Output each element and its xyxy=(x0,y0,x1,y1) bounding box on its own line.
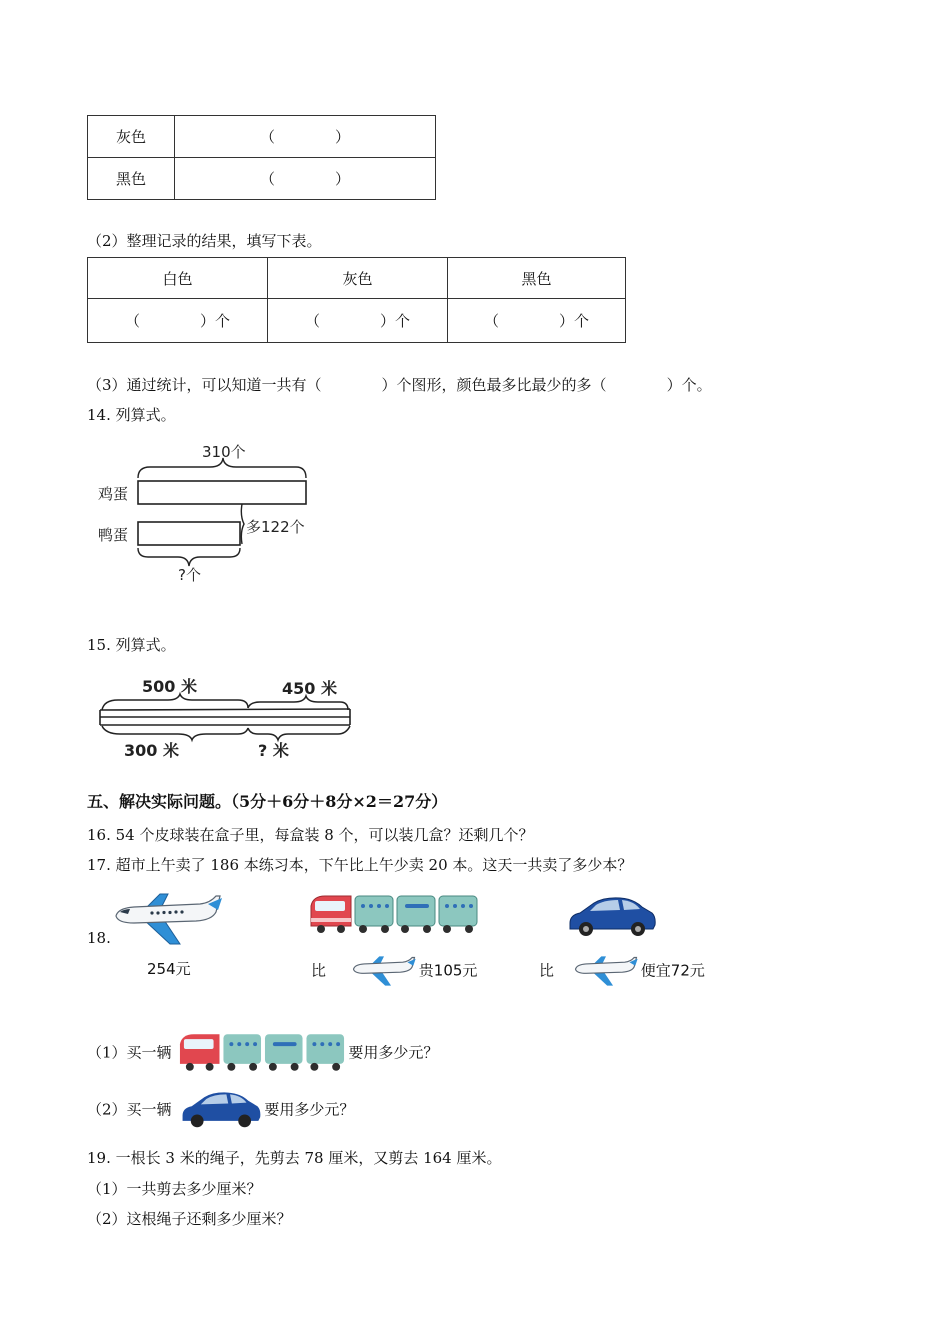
answer-blank[interactable]: （ ） xyxy=(175,158,436,200)
table-row-label: 黑色 xyxy=(88,158,175,200)
duck-egg-label: 鸭蛋 xyxy=(98,526,129,544)
airplane-icon xyxy=(571,954,641,988)
table-header: 黑色 xyxy=(448,258,626,299)
table-header: 灰色 xyxy=(268,258,448,299)
q16-text: 16. 54 个皮球装在盒子里，每盒装 8 个，可以装几盒？还剩几个？ xyxy=(87,826,534,844)
bottom-right-label: ? 米 xyxy=(258,741,289,760)
bottom-brace-right xyxy=(248,726,350,740)
answer-blank[interactable]: （ ）个 xyxy=(448,299,626,343)
chicken-egg-bar xyxy=(138,481,306,504)
train-compare: 比 贵105元 xyxy=(311,954,477,988)
airplane-icon xyxy=(112,890,224,948)
top-brace-left xyxy=(102,694,248,710)
question-label: ?个 xyxy=(178,566,201,584)
q13-2-prompt: （2）整理记录的结果，填写下表。 xyxy=(87,232,322,250)
table-row-label: 灰色 xyxy=(88,116,175,158)
total-label: 310个 xyxy=(202,443,246,461)
q18-sub1: （1）买一辆 要用多少元？ xyxy=(87,1030,438,1074)
distance-line-diagram xyxy=(98,672,358,767)
q18-sub2: （2）买一辆 要用多少元？ xyxy=(87,1088,354,1130)
q19-sub1: （1）一共剪去多少厘米？ xyxy=(87,1180,262,1198)
train-icon xyxy=(307,892,481,936)
color-count-table xyxy=(87,257,626,343)
q19-sub2: （2）这根绳子还剩多少厘米？ xyxy=(87,1210,292,1228)
top-brace-right xyxy=(248,696,348,710)
q18-number: 18. xyxy=(87,929,111,947)
road-line-top xyxy=(100,709,350,710)
car-icon xyxy=(564,893,658,939)
diff-label: 多122个 xyxy=(246,518,305,536)
q15-prompt: 15. 列算式。 xyxy=(87,636,176,654)
q17-text: 17. 超市上午卖了 186 本练习本，下午比上午少卖 20 本。这天一共卖了多少本？ xyxy=(87,856,633,874)
q13-3-text: （3）通过统计，可以知道一共有（ ）个图形，颜色最多比最少的多（ ）个。 xyxy=(87,376,712,394)
top-left-label: 500 米 xyxy=(142,677,197,696)
bottom-brace-left xyxy=(102,726,248,740)
answer-blank[interactable]: （ ）个 xyxy=(88,299,268,343)
q19-text: 19. 一根长 3 米的绳子，先剪去 78 厘米，又剪去 164 厘米。 xyxy=(87,1149,502,1167)
car-icon xyxy=(176,1088,264,1130)
diff-brace xyxy=(241,504,244,544)
table-header: 白色 xyxy=(88,258,268,299)
top-right-label: 450 米 xyxy=(282,679,337,698)
car-compare: 比 便宜72元 xyxy=(539,954,705,988)
q14-prompt: 14. 列算式。 xyxy=(87,406,176,424)
answer-blank[interactable]: （ ） xyxy=(175,116,436,158)
color-tally-table xyxy=(87,115,436,200)
duck-egg-bar xyxy=(138,522,240,545)
airplane-price: 254元 xyxy=(147,960,191,978)
answer-blank[interactable]: （ ）个 xyxy=(268,299,448,343)
chicken-egg-label: 鸡蛋 xyxy=(98,485,129,503)
bottom-left-label: 300 米 xyxy=(124,741,179,760)
train-icon xyxy=(176,1030,348,1074)
airplane-icon xyxy=(349,954,419,988)
top-brace xyxy=(138,458,306,478)
section-title: 五、解决实际问题。（5分＋6分＋8分×2＝27分） xyxy=(87,792,448,811)
egg-line-diagram xyxy=(90,438,330,588)
bottom-brace xyxy=(138,548,240,566)
